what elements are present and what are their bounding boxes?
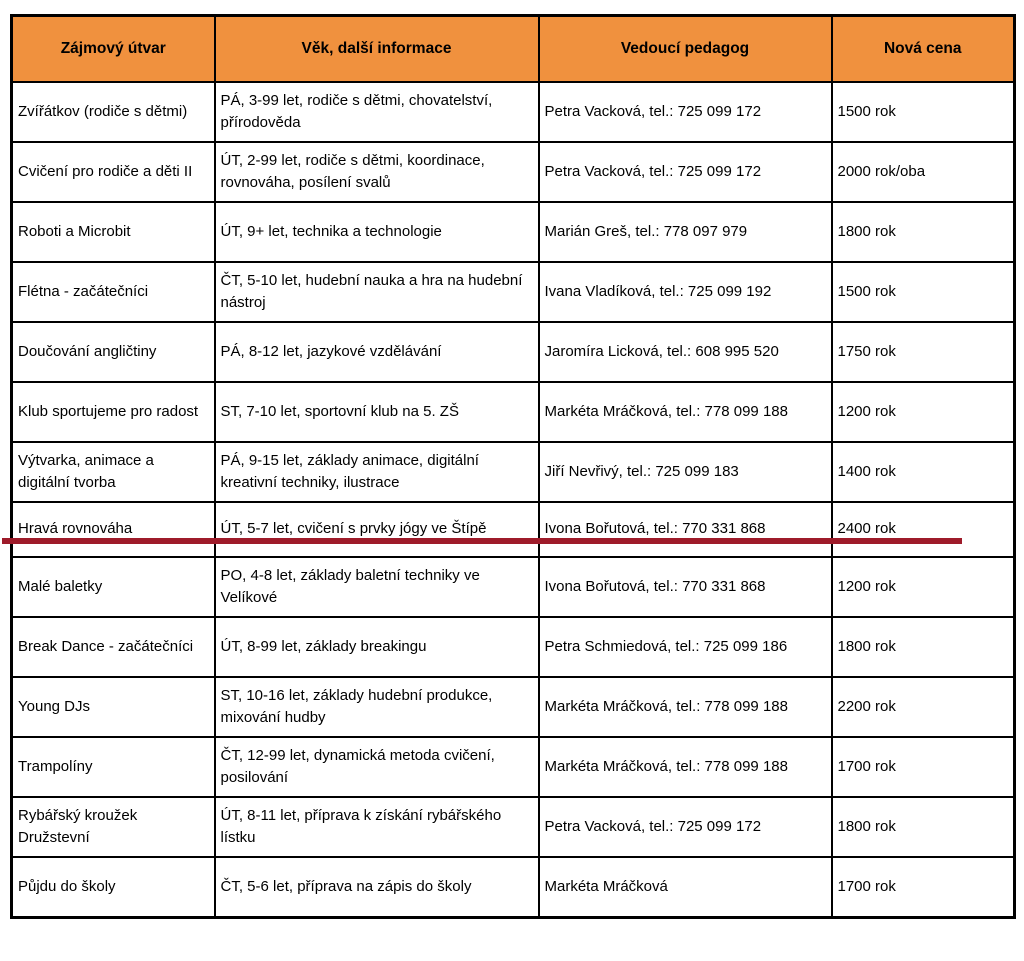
cell-club-name: Klub sportujeme pro radost: [12, 382, 215, 442]
cell-price: 2400 rok: [832, 502, 1015, 557]
cell-teacher: Ivona Bořutová, tel.: 770 331 868: [539, 557, 832, 617]
table-row: [12, 442, 1015, 502]
cell-club-name: Hravá rovnováha: [12, 502, 215, 557]
cell-info: ST, 7-10 let, sportovní klub na 5. ZŠ: [215, 382, 539, 442]
cell-club-name: Zvířátkov (rodiče s dětmi): [12, 82, 215, 142]
cell-price: 1500 rok: [832, 262, 1015, 322]
table-body: [12, 82, 1015, 917]
cell-price: 2000 rok/oba: [832, 142, 1015, 202]
table-header: [12, 16, 1015, 83]
cell-price: 1500 rok: [832, 82, 1015, 142]
cell-teacher: Markéta Mráčková, tel.: 778 099 188: [539, 382, 832, 442]
table-row: [12, 737, 1015, 797]
cell-teacher: Ivona Bořutová, tel.: 770 331 868: [539, 502, 832, 557]
cell-info: PO, 4-8 let, základy baletní techniky ve Velíkové: [215, 557, 539, 617]
cell-club-name: Půjdu do školy: [12, 857, 215, 917]
column-header-price: Nová cena: [832, 16, 1015, 83]
cell-teacher: Petra Vacková, tel.: 725 099 172: [539, 82, 832, 142]
cell-info: ČT, 5-10 let, hudební nauka a hra na hudební nástroj: [215, 262, 539, 322]
cell-info: ČT, 12-99 let, dynamická metoda cvičení, posilování: [215, 737, 539, 797]
cell-teacher: Petra Schmiedová, tel.: 725 099 186: [539, 617, 832, 677]
cell-info: ÚT, 9+ let, technika a technologie: [215, 202, 539, 262]
cell-teacher: Markéta Mráčková, tel.: 778 099 188: [539, 677, 832, 737]
table-row: [12, 382, 1015, 442]
cell-teacher: Petra Vacková, tel.: 725 099 172: [539, 142, 832, 202]
cell-info: PÁ, 3-99 let, rodiče s dětmi, chovatelství, přírodověda: [215, 82, 539, 142]
cell-club-name: Cvičení pro rodiče a děti II: [12, 142, 215, 202]
header-row: [12, 16, 1015, 83]
cell-price: 1800 rok: [832, 202, 1015, 262]
cell-price: 2200 rok: [832, 677, 1015, 737]
cell-info: ÚT, 2-99 let, rodiče s dětmi, koordinace, rovnováha, posílení svalů: [215, 142, 539, 202]
cell-info: ST, 10-16 let, základy hudební produkce, mixování hudby: [215, 677, 539, 737]
clubs-table: [10, 14, 1016, 919]
cell-price: 1750 rok: [832, 322, 1015, 382]
table-row: [12, 857, 1015, 917]
cell-club-name: Flétna - začátečníci: [12, 262, 215, 322]
cell-info: ÚT, 8-11 let, příprava k získání rybářského lístku: [215, 797, 539, 857]
cell-info: ÚT, 5-7 let, cvičení s prvky jógy ve Štípě: [215, 502, 539, 557]
cell-info: PÁ, 9-15 let, základy animace, digitální kreativní techniky, ilustrace: [215, 442, 539, 502]
cell-club-name: Doučování angličtiny: [12, 322, 215, 382]
cell-club-name: Malé baletky: [12, 557, 215, 617]
cell-price: 1800 rok: [832, 617, 1015, 677]
cell-club-name: Young DJs: [12, 677, 215, 737]
cell-info: ÚT, 8-99 let, základy breakingu: [215, 617, 539, 677]
table-row: [12, 557, 1015, 617]
cell-teacher: Jaromíra Licková, tel.: 608 995 520: [539, 322, 832, 382]
cell-club-name: Výtvarka, animace a digitální tvorba: [12, 442, 215, 502]
cell-price: 1700 rok: [832, 857, 1015, 917]
cell-price: 1400 rok: [832, 442, 1015, 502]
table-row: [12, 502, 1015, 557]
cell-club-name: Roboti a Microbit: [12, 202, 215, 262]
column-header-teacher: Vedoucí pedagog: [539, 16, 832, 83]
table-row: [12, 202, 1015, 262]
cell-price: 1800 rok: [832, 797, 1015, 857]
cell-info: ČT, 5-6 let, příprava na zápis do školy: [215, 857, 539, 917]
column-header-club: Zájmový útvar: [12, 16, 215, 83]
table-row: [12, 797, 1015, 857]
table-row: [12, 322, 1015, 382]
cell-price: 1200 rok: [832, 557, 1015, 617]
cell-club-name: Break Dance - začátečníci: [12, 617, 215, 677]
table-row: [12, 82, 1015, 142]
cell-club-name: Rybářský kroužek Družstevní: [12, 797, 215, 857]
cell-teacher: Marián Greš, tel.: 778 097 979: [539, 202, 832, 262]
cell-teacher: Jiří Nevřivý, tel.: 725 099 183: [539, 442, 832, 502]
table-row: [12, 677, 1015, 737]
cell-teacher: Ivana Vladíková, tel.: 725 099 192: [539, 262, 832, 322]
column-header-info: Věk, další informace: [215, 16, 539, 83]
cell-teacher: Markéta Mráčková, tel.: 778 099 188: [539, 737, 832, 797]
table-row: [12, 617, 1015, 677]
table-row: [12, 262, 1015, 322]
cell-price: 1200 rok: [832, 382, 1015, 442]
cell-info: PÁ, 8-12 let, jazykové vzdělávání: [215, 322, 539, 382]
table-row: [12, 142, 1015, 202]
cell-teacher: Petra Vacková, tel.: 725 099 172: [539, 797, 832, 857]
cell-price: 1700 rok: [832, 737, 1015, 797]
cell-teacher: Markéta Mráčková: [539, 857, 832, 917]
cell-club-name: Trampolíny: [12, 737, 215, 797]
